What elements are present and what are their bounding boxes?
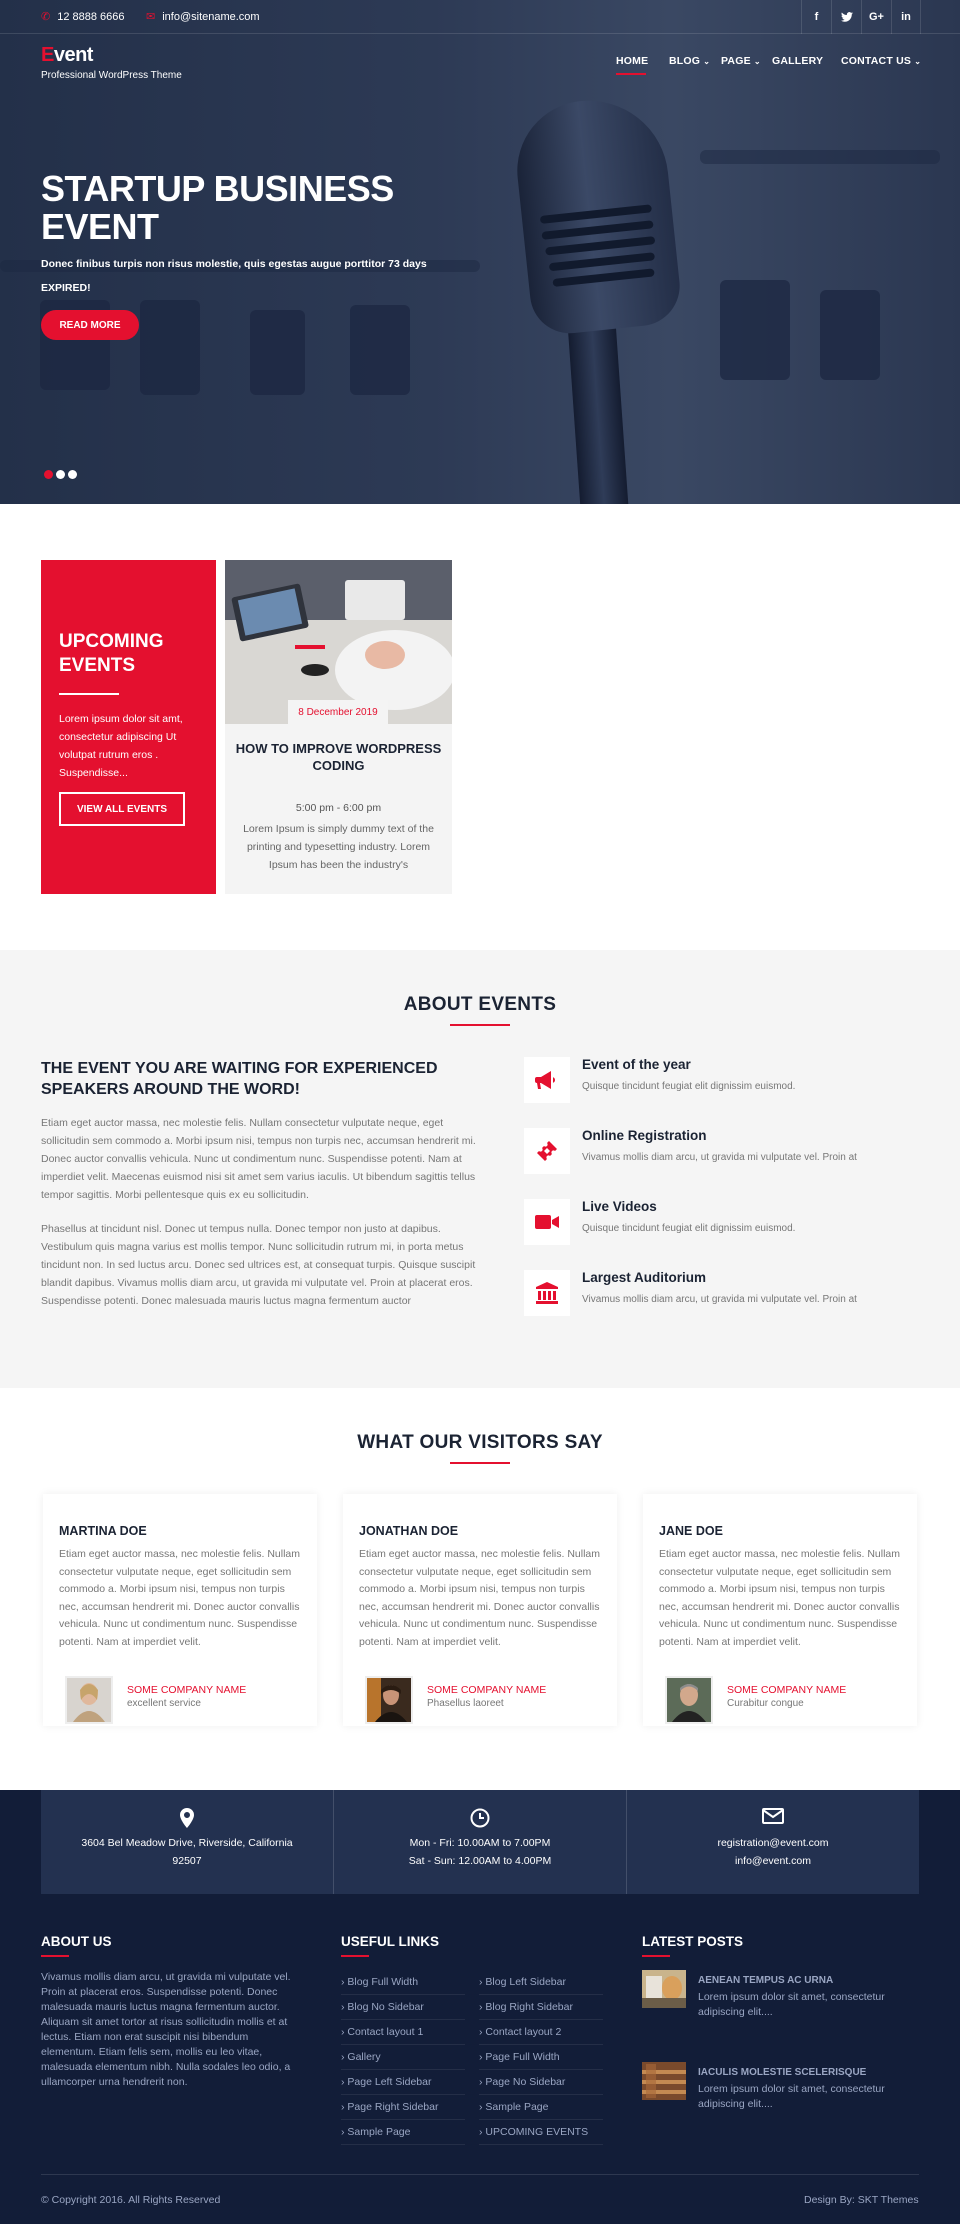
phone-contact[interactable] <box>41 10 125 23</box>
footer-link[interactable]: › Gallery <box>341 2051 465 2070</box>
latest-posts-title: LATEST POSTS <box>642 1934 744 1949</box>
footer-link[interactable]: › Contact layout 2 <box>479 2026 603 2045</box>
testimonial-name: JANE DOE <box>659 1524 723 1538</box>
nav-home[interactable]: HOME <box>616 55 649 67</box>
read-more-button[interactable]: READ MORE <box>41 310 139 340</box>
event-time: 5:00 pm - 6:00 pm <box>295 802 382 814</box>
about-paragraph-2: Phasellus at tincidunt nisl. Donec ut tempus nulla. Donec tempor non justo at dapibus. Vestibulum quis magna varius est mollis tempor. Nunc sollicitudin rutrum mi, in porta metus tincidunt non. In sed luctus arcu. Donec sed ultrices est, at consequat turpis. Quisque suscipit blandit dapibus. Vivamus mollis diam arcu, ut gravida mi vulputate vel. Proin at placerat eros. Suspendisse potenti. Donec malesuada mauris luctus magna fermentum auctor <box>41 1223 476 1307</box>
post-excerpt: Lorem ipsum dolor sit amet, consectetur adipiscing elit.... <box>698 1991 885 2018</box>
about-us-text: Vivamus mollis diam arcu, ut gravida mi vulputate vel. Proin at placerat eros. Suspendisse potenti. Donec malesuada mauris luctus magna fermentum auctor. Aliquam sit amet tortor at risus sollicitudin mollis et at lectus. Etiam non erat suscipit nisi bibendum elementum. Etiam felis sem, mollis eu leo vitae, malesuada elementum nibh. Nulla sodales leo odio, a ullamcorper urna hendrerit non. <box>41 1971 291 2088</box>
testimonials-title: WHAT OUR VISITORS SAY <box>357 1432 603 1453</box>
post-title[interactable]: IACULIS MOLESTIE SCELERISQUE <box>698 2067 867 2078</box>
linkedin-icon[interactable]: in <box>891 0 921 34</box>
phone-icon: ✆ <box>41 11 51 23</box>
footer-link[interactable]: › Blog Left Sidebar <box>479 1976 603 1995</box>
megaphone-icon <box>524 1057 570 1103</box>
event-date: 8 December 2019 <box>288 700 388 724</box>
about-events-section <box>0 950 960 1388</box>
hero-section <box>0 0 960 504</box>
chevron-down-icon: ⌄ <box>753 57 761 66</box>
divider <box>41 1955 69 1957</box>
slider-dot-2[interactable] <box>56 470 65 479</box>
about-heading: THE EVENT YOU ARE WAITING FOR EXPERIENCED SPEAKERS AROUND THE WORD! <box>41 1060 438 1098</box>
feature-title: Online Registration <box>582 1128 707 1143</box>
testimonial-card <box>43 1494 317 1726</box>
site-logo[interactable]: Event <box>41 44 93 66</box>
testimonial-text: Etiam eget auctor massa, nec molestie felis. Nullam consectetur vulputate neque, eget sollicitudin sem commodo a. Morbi ipsum nisi, tempus non turpis nec, accumsan hendrerit mi. Donec auctor convallis vehicula. Nunc ut condimentum nunc. Suspendisse potenti. Nam at imperdiet velit. <box>359 1548 601 1648</box>
upcoming-events-card <box>41 560 216 894</box>
divider <box>59 693 119 695</box>
footer-link[interactable]: › Page Full Width <box>479 2051 603 2070</box>
contact-info-bar <box>41 1790 919 1894</box>
testimonial-role: Curabitur congue <box>727 1698 804 1709</box>
envelope-icon <box>627 1808 919 1834</box>
testimonial-company: SOME COMPANY NAME <box>127 1684 247 1696</box>
footer-link[interactable]: › Page Right Sidebar <box>341 2101 465 2120</box>
divider <box>341 1955 369 1957</box>
feature-title: Event of the year <box>582 1057 691 1072</box>
avatar <box>665 1676 713 1724</box>
event-description: Lorem Ipsum is simply dummy text of the printing and typesetting industry. Lorem Ipsum has been the industry's <box>243 823 434 871</box>
view-all-events-button[interactable]: VIEW ALL EVENTS <box>59 792 185 826</box>
nav-gallery[interactable]: GALLERY <box>772 55 824 67</box>
slider-dot-1[interactable] <box>44 470 53 479</box>
footer-link[interactable]: › Blog No Sidebar <box>341 2001 465 2020</box>
slider-dot-3[interactable] <box>68 470 77 479</box>
footer-link[interactable]: › Sample Page <box>479 2101 603 2120</box>
useful-links-title: USEFUL LINKS <box>341 1934 440 1949</box>
email-block <box>627 1790 919 1894</box>
about-events-title: ABOUT EVENTS <box>403 994 557 1015</box>
divider <box>41 2174 919 2175</box>
footer-link[interactable]: › Blog Right Sidebar <box>479 2001 603 2020</box>
hours-block: Mon - Fri: 10.00AM to 7.00PM Sat - Sun: 12.00AM to 4.00PM <box>334 1790 627 1894</box>
post-excerpt: Lorem ipsum dolor sit amet, consectetur adipiscing elit.... <box>698 2083 885 2110</box>
post-title[interactable]: AENEAN TEMPUS AC URNA <box>698 1975 834 1986</box>
footer-link[interactable]: › Contact layout 1 <box>341 2026 465 2045</box>
feature-title: Live Videos <box>582 1199 657 1214</box>
testimonial-card <box>643 1494 917 1726</box>
about-us-title: ABOUT US <box>41 1934 112 1949</box>
facebook-icon[interactable]: f <box>801 0 831 34</box>
map-pin-icon <box>41 1808 333 1834</box>
testimonial-company: SOME COMPANY NAME <box>727 1684 847 1696</box>
design-credit-link[interactable]: SKT Themes <box>857 2194 919 2206</box>
divider <box>450 1024 510 1026</box>
testimonial-role: Phasellus laoreet <box>427 1698 504 1709</box>
feature-text: Vivamus mollis diam arcu, ut gravida mi vulputate vel. Proin at <box>582 1152 857 1163</box>
post-thumbnail[interactable] <box>642 2062 686 2100</box>
ticket-icon <box>524 1128 570 1174</box>
avatar <box>65 1676 113 1724</box>
google-plus-icon[interactable]: G+ <box>861 0 891 34</box>
nav-blog[interactable]: BLOG ⌄ <box>669 55 711 67</box>
event-card[interactable] <box>225 560 452 894</box>
footer-link[interactable]: › Page No Sidebar <box>479 2076 603 2095</box>
nav-page[interactable]: PAGE ⌄ <box>721 55 761 67</box>
feature-text: Quisque tincidunt feugiat elit dignissim euismod. <box>582 1081 796 1092</box>
divider <box>450 1462 510 1464</box>
testimonial-role: excellent service <box>127 1698 201 1709</box>
about-paragraph-1: Etiam eget auctor massa, nec molestie felis. Nullam consectetur vulputate neque, eget sollicitudin sem commodo a. Morbi ipsum nisi, tempus non turpis nec, accumsan hendrerit mi. Donec auctor convallis vehicula. Nunc ut condimentum nunc. Suspendisse potenti. Nam at imperdiet velit. Maecenas euismod nisi sit amet sem varius iaculis. Ut bibendum sagittis tellus tempor sagittis. Morbi pellentesque quis ex eu sollicitudin. <box>41 1117 476 1201</box>
feature-text: Quisque tincidunt feugiat elit dignissim euismod. <box>582 1223 796 1234</box>
chevron-down-icon: ⌄ <box>914 57 922 66</box>
video-camera-icon <box>524 1199 570 1245</box>
twitter-icon[interactable] <box>831 0 861 34</box>
feature-title: Largest Auditorium <box>582 1270 707 1285</box>
phone-number: 12 8888 6666 <box>57 10 125 23</box>
testimonial-name: MARTINA DOE <box>59 1524 147 1538</box>
nav-active-indicator <box>616 73 646 75</box>
testimonial-text: Etiam eget auctor massa, nec molestie felis. Nullam consectetur vulputate neque, eget sollicitudin sem commodo a. Morbi ipsum nisi, tempus non turpis nec, accumsan hendrerit mi. Donec auctor convallis vehicula. Nunc ut condimentum nunc. Suspendisse potenti. Nam at imperdiet velit. <box>59 1548 301 1648</box>
email-link[interactable]: registration@event.com <box>717 1837 829 1849</box>
testimonial-company: SOME COMPANY NAME <box>427 1684 547 1696</box>
site-tagline: Professional WordPress Theme <box>41 70 182 81</box>
footer-link[interactable]: › Sample Page <box>341 2126 465 2145</box>
avatar <box>365 1676 413 1724</box>
email-contact[interactable] <box>146 10 260 23</box>
top-bar <box>0 0 960 34</box>
testimonial-name: JONATHAN DOE <box>359 1524 459 1538</box>
feature-text: Vivamus mollis diam arcu, ut gravida mi vulputate vel. Proin at <box>582 1294 857 1305</box>
event-title[interactable]: HOW TO IMPROVE WORDPRESS CODING <box>235 741 442 773</box>
design-credit: Design By: SKT Themes <box>804 2194 919 2206</box>
email-address: info@sitename.com <box>162 10 260 23</box>
divider <box>642 1955 670 1957</box>
envelope-icon: ✉ <box>146 11 156 23</box>
footer-link[interactable]: › UPCOMING EVENTS <box>479 2126 603 2145</box>
footer-link[interactable]: › Page Left Sidebar <box>341 2076 465 2095</box>
email-link[interactable]: info@event.com <box>734 1855 812 1867</box>
testimonial-card <box>343 1494 617 1726</box>
hero-subtitle: Donec finibus turpis non risus molestie, quis egestas augue porttitor 73 days EXPIRED! <box>41 258 427 294</box>
chevron-down-icon: ⌄ <box>703 57 711 66</box>
post-thumbnail[interactable] <box>642 1970 686 2008</box>
upcoming-events-title: UPCOMING EVENTS <box>59 631 164 676</box>
copyright-text: © Copyright 2016. All Rights Reserved <box>41 2194 221 2206</box>
footer <box>0 1790 960 2224</box>
address-block: 3604 Bel Meadow Drive, Riverside, California 92507 <box>41 1790 334 1894</box>
nav-contact-us[interactable]: CONTACT US ⌄ <box>841 55 922 67</box>
testimonial-text: Etiam eget auctor massa, nec molestie felis. Nullam consectetur vulputate neque, eget sollicitudin sem commodo a. Morbi ipsum nisi, tempus non turpis nec, accumsan hendrerit mi. Donec auctor convallis vehicula. Nunc ut condimentum nunc. Suspendisse potenti. Nam at imperdiet velit. <box>659 1548 901 1648</box>
auditorium-icon <box>524 1270 570 1316</box>
upcoming-events-text: Lorem ipsum dolor sit amt, consectetur adipiscing Ut volutpat rutrum eros . Suspendisse... <box>59 713 183 779</box>
clock-icon <box>334 1808 626 1834</box>
hero-title: STARTUP BUSINESS EVENT <box>41 168 394 247</box>
footer-link[interactable]: › Blog Full Width <box>341 1976 465 1995</box>
